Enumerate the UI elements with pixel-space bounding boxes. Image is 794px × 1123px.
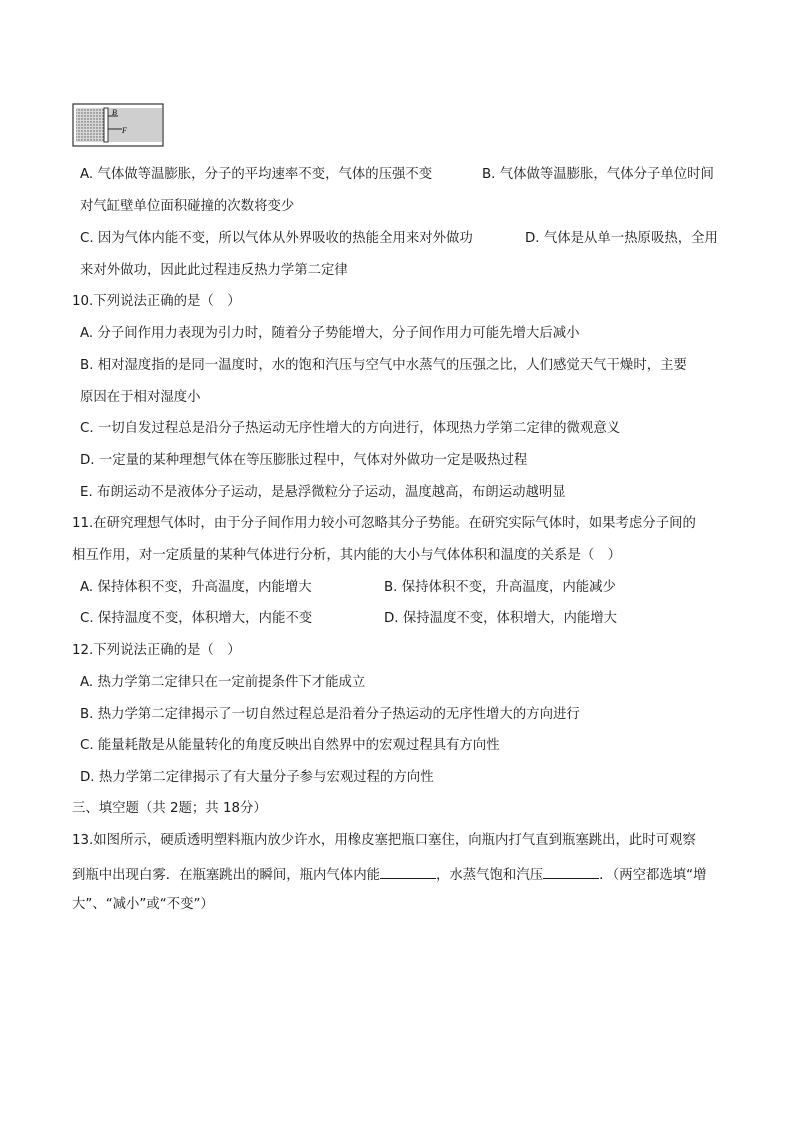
q13-text-c: ．（两空都选填“增 <box>599 868 707 883</box>
q13-answer-blank-2[interactable] <box>543 864 599 879</box>
q13-answer-blank-1[interactable] <box>380 864 436 879</box>
cylinder-piston-figure <box>72 103 164 147</box>
q13-line3: 大”、“减小”或“不变”） <box>72 897 214 912</box>
q12-option-b: B. 热力学第二定律揭示了一切自然过程总是沿着分子热运动的无序性增大的方向进行 <box>80 707 580 722</box>
q9-option-a: A. 气体做等温膨胀，分子的平均速率不变，气体的压强不变 <box>80 167 433 182</box>
q12-option-d: D. 热力学第二定律揭示了有大量分子参与宏观过程的方向性 <box>80 770 434 785</box>
q10-option-e: E. 布朗运动不是液体分子运动，是悬浮微粒分子运动，温度越高，布朗运动越明显 <box>80 485 566 500</box>
q10-option-b-line1: B. 相对湿度指的是同一温度时，水的饱和汽压与空气中水蒸气的压强之比，人们感觉天气干燥时，主要 <box>80 358 687 373</box>
q12-stem: 12.下列说法正确的是（ ） <box>72 643 241 658</box>
q13-text-a: 到瓶中出现白雾．在瓶塞跳出的瞬间，瓶内气体内能 <box>72 868 380 883</box>
q11-stem-line2: 相互作用，对一定质量的某种气体进行分析，其内能的大小与气体体积和温度的关系是（ ） <box>72 548 622 563</box>
q11-option-b: B. 保持体积不变，升高温度，内能减少 <box>384 580 616 595</box>
q13-text-b: ，水蒸气饱和汽压 <box>435 868 544 883</box>
figure-label-f: F <box>122 126 127 135</box>
q13-line2 <box>72 864 706 885</box>
q9-option-d-line1: D. 气体是从单一热原吸热，全用 <box>525 231 718 246</box>
figure-label-b: B <box>112 108 117 117</box>
section-title-fill-in: 三、填空题（共 2题；共 18分） <box>72 801 267 816</box>
q9-option-b-line1: B. 气体做等温膨胀，气体分子单位时间 <box>482 167 714 182</box>
q10-option-d: D. 一定量的某种理想气体在等压膨胀过程中，气体对外做功一定是吸热过程 <box>80 453 528 468</box>
q13-line1: 13.如图所示，硬质透明塑料瓶内放少许水，用橡皮塞把瓶口塞住，向瓶内打气直到瓶塞跳出，此时可观察 <box>72 833 696 848</box>
q9-option-c: C. 因为气体内能不变，所以气体从外界吸收的热能全用来对外做功 <box>80 231 473 246</box>
q12-option-a: A. 热力学第二定律只在一定前提条件下才能成立 <box>80 675 366 690</box>
q10-option-b-line2: 原因在于相对湿度小 <box>80 390 201 405</box>
q11-option-d: D. 保持温度不变，体积增大，内能增大 <box>384 611 618 626</box>
q9-option-b-line2: 对气缸壁单位面积碰撞的次数将变少 <box>80 199 295 214</box>
q10-option-c: C. 一切自发过程总是沿分子热运动无序性增大的方向进行，体现热力学第二定律的微观意义 <box>80 421 621 436</box>
q11-option-c: C. 保持温度不变，体积增大，内能不变 <box>80 611 313 626</box>
q11-stem-line1: 11.在研究理想气体时，由于分子间作用力较小可忽略其分子势能。在研究实际气体时，如果考虑分子间的 <box>72 516 696 531</box>
q10-option-a: A. 分子间作用力表现为引力时，随着分子势能增大，分子间作用力可能先增大后减小 <box>80 326 580 341</box>
q12-option-c: C. 能量耗散是从能量转化的角度反映出自然界中的宏观过程具有方向性 <box>80 738 500 753</box>
q11-option-a: A. 保持体积不变，升高温度，内能增大 <box>80 580 312 595</box>
q9-option-d-line2: 来对外做功，因此此过程违反热力学第二定律 <box>80 263 348 278</box>
q10-stem: 10.下列说法正确的是（ ） <box>72 294 241 309</box>
